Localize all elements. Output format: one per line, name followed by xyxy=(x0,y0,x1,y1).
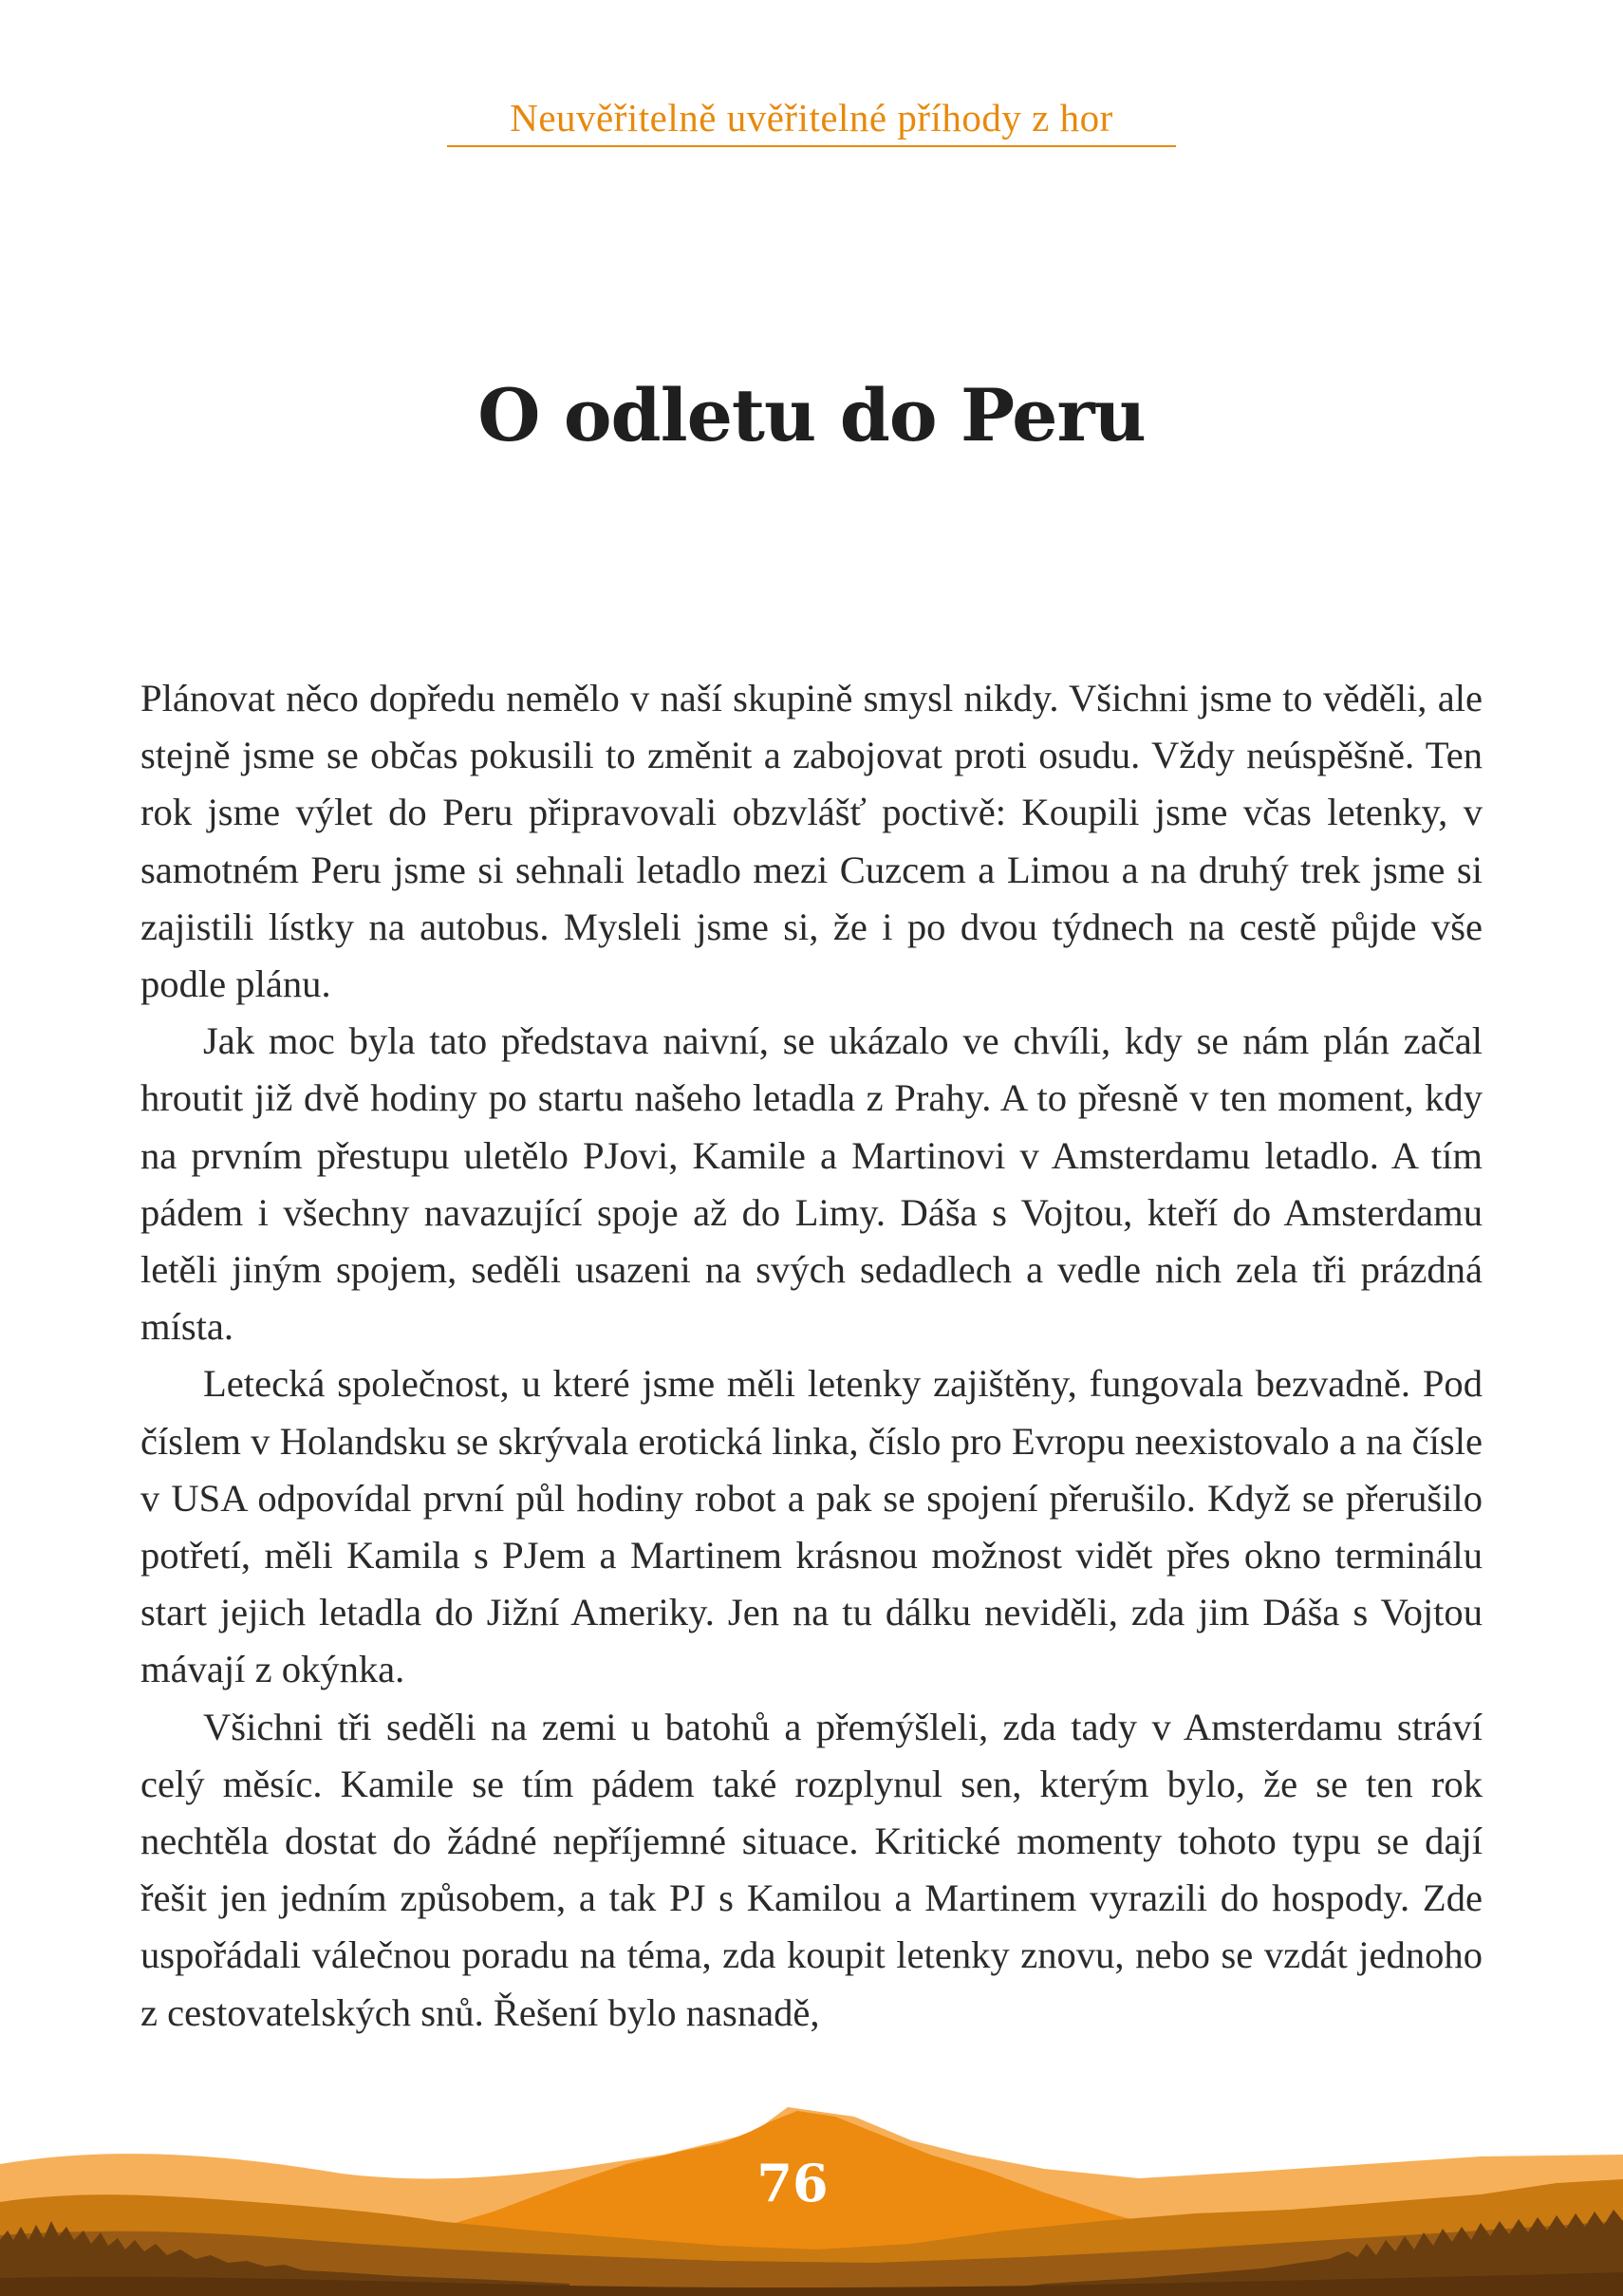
chapter-title: O odletu do Peru xyxy=(477,373,1146,457)
paragraph: Plánovat něco dopředu nemělo v naší skupině smysl nikdy. Všichni jsme to věděli, ale stejně jsme se občas pokusili to změnit a zabojovat proti osudu. Vždy neúspěšně. Ten rok jsme výlet do Peru připravovali obzvlášť poctivě: Koupili jsme včas letenky, v samotném Peru jsme si sehnali letadlo mezi Cuzcem a Limou a na druhý trek jsme si zajistili lístky na autobus. Mysleli jsme si, že i po dvou týdnech na cestě půjde vše podle plánu. xyxy=(140,677,1483,1006)
page-number: 76 xyxy=(756,2153,829,2213)
body-text xyxy=(140,670,1483,2042)
paragraph: Všichni tři seděli na zemi u batohů a přemýšleli, zda tady v Amsterdamu stráví celý měsíc. Kamile se tím pádem také rozplynul sen, kterým bylo, že se ten rok nechtěla dostat do žádné nepříjemné situace. Kritické momenty tohoto typu se dají řešit jen jedním způsobem, a tak PJ s Kamilou a Martinem vyrazili do hospody. Zde uspořádali válečnou poradu na téma, zda koupit letenky znovu, nebo se vzdát jednoho z cestovatelských snů. Řešení bylo nasnadě, xyxy=(140,1705,1483,2034)
running-header: Neuvěřitelně uvěřitelné příhody z hor xyxy=(510,96,1113,140)
header-rule xyxy=(447,145,1176,147)
paragraph: Jak moc byla tato představa naivní, se ukázalo ve chvíli, kdy se nám plán začal hroutit již dvě hodiny po startu našeho letadla z Prahy. A to přesně v ten moment, kdy na prvním přestupu uletělo PJovi, Kamile a Martinovi v Amsterdamu letadlo. A tím pádem i všechny navazující spoje až do Limy. Dáša s Vojtou, kteří do Amsterdamu letěli jiným spojem, seděli usazeni na svých sedadlech a vedle nich zela tři prázdná místa. xyxy=(140,1019,1483,1349)
paragraph: Letecká společnost, u které jsme měli letenky zajištěny, fungovala bezvadně. Pod číslem v Holandsku se skrývala erotická linka, číslo pro Evropu neexistovalo a na čísle v USA odpovídal první půl hodiny robot a pak se spojení přerušilo. Když se přerušilo potřetí, měli Kamila s PJem a Martinem krásnou možnost vidět přes okno terminálu start jejich letadla do Jižní Ameriky. Jen na tu dálku neviděli, zda jim Dáša s Vojtou mávají z okýnka. xyxy=(140,1362,1483,1691)
